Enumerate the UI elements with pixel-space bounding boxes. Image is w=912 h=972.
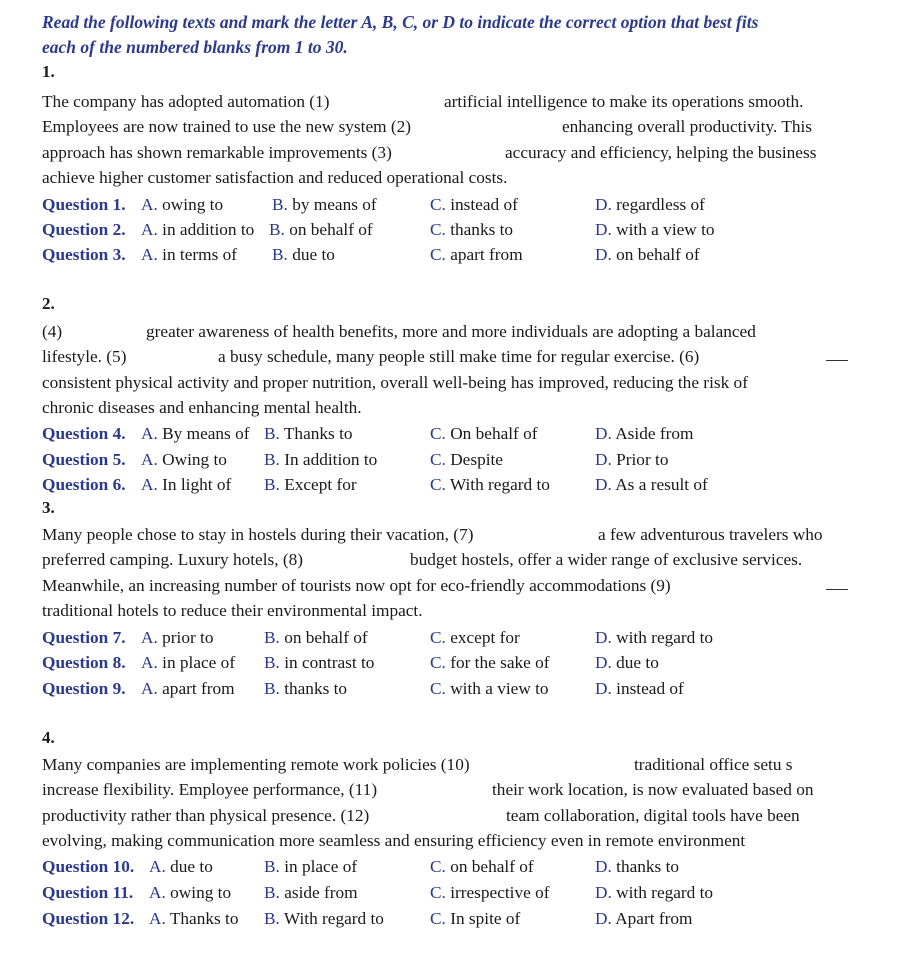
question-label: Question 5. bbox=[42, 450, 126, 469]
option-b[interactable]: B. aside from bbox=[264, 883, 358, 902]
option-b[interactable]: B. due to bbox=[272, 245, 335, 264]
text-segment: productivity rather than physical presence. (12) bbox=[42, 805, 370, 825]
text-segment: chronic diseases and enhancing mental health. bbox=[42, 397, 362, 417]
option-c[interactable]: C. Despite bbox=[430, 450, 503, 469]
option-d[interactable]: D. on behalf of bbox=[595, 245, 700, 264]
question-row bbox=[42, 421, 862, 446]
question-row bbox=[42, 676, 862, 701]
option-a[interactable]: A. in place of bbox=[141, 653, 236, 672]
option-a[interactable]: A. due to bbox=[149, 857, 213, 876]
option-b[interactable]: B. by means of bbox=[272, 195, 377, 214]
option-d[interactable]: D. thanks to bbox=[595, 857, 680, 876]
option-d[interactable]: D. Prior to bbox=[595, 450, 669, 469]
option-c[interactable]: C. With regard to bbox=[430, 475, 550, 494]
option-c[interactable]: C. On behalf of bbox=[430, 424, 538, 443]
text-segment: approach has shown remarkable improvements (3) bbox=[42, 142, 392, 162]
option-b[interactable]: B. on behalf of bbox=[264, 628, 368, 647]
text-segment: Many companies are implementing remote work policies (10) bbox=[42, 755, 470, 774]
text-segment: their work location, is now evaluated based on bbox=[492, 780, 814, 800]
text-segment: a few adventurous travelers who bbox=[598, 525, 823, 544]
option-d[interactable]: D. instead of bbox=[595, 679, 684, 698]
option-d[interactable]: D. with a view to bbox=[595, 220, 715, 239]
instructions bbox=[42, 10, 872, 60]
option-c[interactable]: C. irrespective of bbox=[430, 883, 550, 902]
question-row bbox=[42, 880, 862, 905]
question-row bbox=[42, 192, 862, 217]
question-label: Question 3. bbox=[42, 245, 126, 264]
option-c[interactable]: C. on behalf of bbox=[430, 857, 534, 876]
option-a[interactable]: A. apart from bbox=[141, 679, 235, 698]
option-c[interactable]: C. for the sake of bbox=[430, 653, 550, 672]
question-row bbox=[42, 242, 862, 267]
option-d[interactable]: D. Aside from bbox=[595, 424, 694, 443]
passage-number: 4. bbox=[42, 728, 55, 747]
option-c[interactable]: C. instead of bbox=[430, 195, 518, 214]
option-c[interactable]: C. In spite of bbox=[430, 909, 521, 928]
passage-number: 2. bbox=[42, 294, 55, 313]
question-label: Question 8. bbox=[42, 653, 126, 672]
option-c[interactable]: C. with a view to bbox=[430, 679, 549, 698]
passage-text bbox=[42, 522, 850, 623]
text-segment: a busy schedule, many people still make time for regular exercise. (6) bbox=[218, 347, 700, 367]
option-a[interactable]: A. By means of bbox=[141, 424, 250, 443]
text-segment: evolving, making communication more seamless and ensuring efficiency even in remote environment bbox=[42, 830, 746, 850]
option-c[interactable]: C. except for bbox=[430, 628, 520, 647]
option-d[interactable]: D. due to bbox=[595, 653, 659, 672]
question-label: Question 10. bbox=[42, 857, 135, 876]
blank-line bbox=[826, 577, 848, 590]
question-row bbox=[42, 854, 862, 879]
option-a[interactable]: A. in terms of bbox=[141, 245, 238, 264]
text-segment: artificial intelligence to make its operations smooth. bbox=[444, 92, 804, 111]
question-label: Question 4. bbox=[42, 424, 126, 443]
question-row bbox=[42, 625, 862, 650]
text-segment: (4) bbox=[42, 322, 63, 341]
option-b[interactable]: B. With regard to bbox=[264, 909, 384, 928]
question-label: Question 6. bbox=[42, 475, 126, 494]
text-segment: traditional office setu s bbox=[634, 755, 793, 774]
passage-number: 3. bbox=[42, 498, 55, 517]
instruction-line: each of the numbered blanks from 1 to 30. bbox=[42, 37, 348, 57]
option-c[interactable]: C. apart from bbox=[430, 245, 523, 264]
text-segment: Employees are now trained to use the new system (2) bbox=[42, 117, 412, 137]
text-segment: Meanwhile, an increasing number of tourists now opt for eco-friendly accommodations (9) bbox=[42, 575, 671, 595]
text-segment: consistent physical activity and proper nutrition, overall well-being has improved, reducing the risk of bbox=[42, 372, 748, 392]
option-b[interactable]: B. in place of bbox=[264, 857, 358, 876]
question-label: Question 12. bbox=[42, 909, 135, 928]
text-segment: enhancing overall productivity. This bbox=[562, 117, 813, 137]
option-b[interactable]: B. thanks to bbox=[264, 679, 348, 698]
option-a[interactable]: A. owing to bbox=[141, 195, 224, 214]
passage-text bbox=[42, 319, 850, 420]
option-b[interactable]: B. in contrast to bbox=[264, 653, 375, 672]
text-segment: increase flexibility. Employee performance, (11) bbox=[42, 780, 378, 800]
option-a[interactable]: A. prior to bbox=[141, 628, 214, 647]
text-segment: traditional hotels to reduce their environmental impact. bbox=[42, 600, 423, 620]
text-segment: lifestyle. (5) bbox=[42, 347, 127, 367]
option-d[interactable]: D. As a result of bbox=[595, 475, 708, 494]
instruction-line: Read the following texts and mark the letter A, B, C, or D to indicate the correct option that best fits bbox=[42, 12, 759, 32]
text-segment: accuracy and efficiency, helping the business bbox=[505, 142, 817, 162]
question-label: Question 2. bbox=[42, 220, 126, 239]
passage-text bbox=[42, 752, 850, 853]
question-row bbox=[42, 447, 862, 472]
option-b[interactable]: B. In addition to bbox=[264, 450, 378, 469]
question-row bbox=[42, 906, 862, 931]
option-b[interactable]: B. Thanks to bbox=[264, 424, 353, 443]
text-segment: Many people chose to stay in hostels during their vacation, (7) bbox=[42, 525, 474, 544]
question-row bbox=[42, 217, 862, 242]
passage-number: 1. bbox=[42, 62, 55, 81]
question-label: Question 11. bbox=[42, 883, 134, 902]
blank-line bbox=[826, 348, 848, 361]
option-b[interactable]: B. on behalf of bbox=[269, 220, 373, 239]
option-b[interactable]: B. Except for bbox=[264, 475, 357, 494]
question-row bbox=[42, 472, 862, 497]
option-a[interactable]: A. Thanks to bbox=[149, 909, 239, 928]
text-segment: The company has adopted automation (1) bbox=[42, 92, 330, 111]
text-segment: greater awareness of health benefits, more and more individuals are adopting a balanced bbox=[146, 322, 756, 341]
option-a[interactable]: A. owing to bbox=[149, 883, 232, 902]
text-segment: team collaboration, digital tools have been bbox=[506, 805, 800, 825]
question-label: Question 9. bbox=[42, 679, 126, 698]
option-d[interactable]: D. with regard to bbox=[595, 883, 714, 902]
option-a[interactable]: A. In light of bbox=[141, 475, 232, 494]
question-row bbox=[42, 650, 862, 675]
option-a[interactable]: A. Owing to bbox=[141, 450, 227, 469]
option-d[interactable]: D. regardless of bbox=[595, 195, 705, 214]
text-segment: achieve higher customer satisfaction and reduced operational costs. bbox=[42, 167, 508, 187]
option-d[interactable]: D. with regard to bbox=[595, 628, 714, 647]
text-segment: preferred camping. Luxury hotels, (8) bbox=[42, 550, 304, 570]
option-c[interactable]: C. thanks to bbox=[430, 220, 514, 239]
question-label: Question 1. bbox=[42, 195, 126, 214]
option-a[interactable]: A. in addition to bbox=[141, 220, 255, 239]
text-segment: budget hostels, offer a wider range of exclusive services. bbox=[410, 550, 803, 570]
option-d[interactable]: D. Apart from bbox=[595, 909, 693, 928]
question-label: Question 7. bbox=[42, 628, 126, 647]
passage-text bbox=[42, 89, 850, 190]
